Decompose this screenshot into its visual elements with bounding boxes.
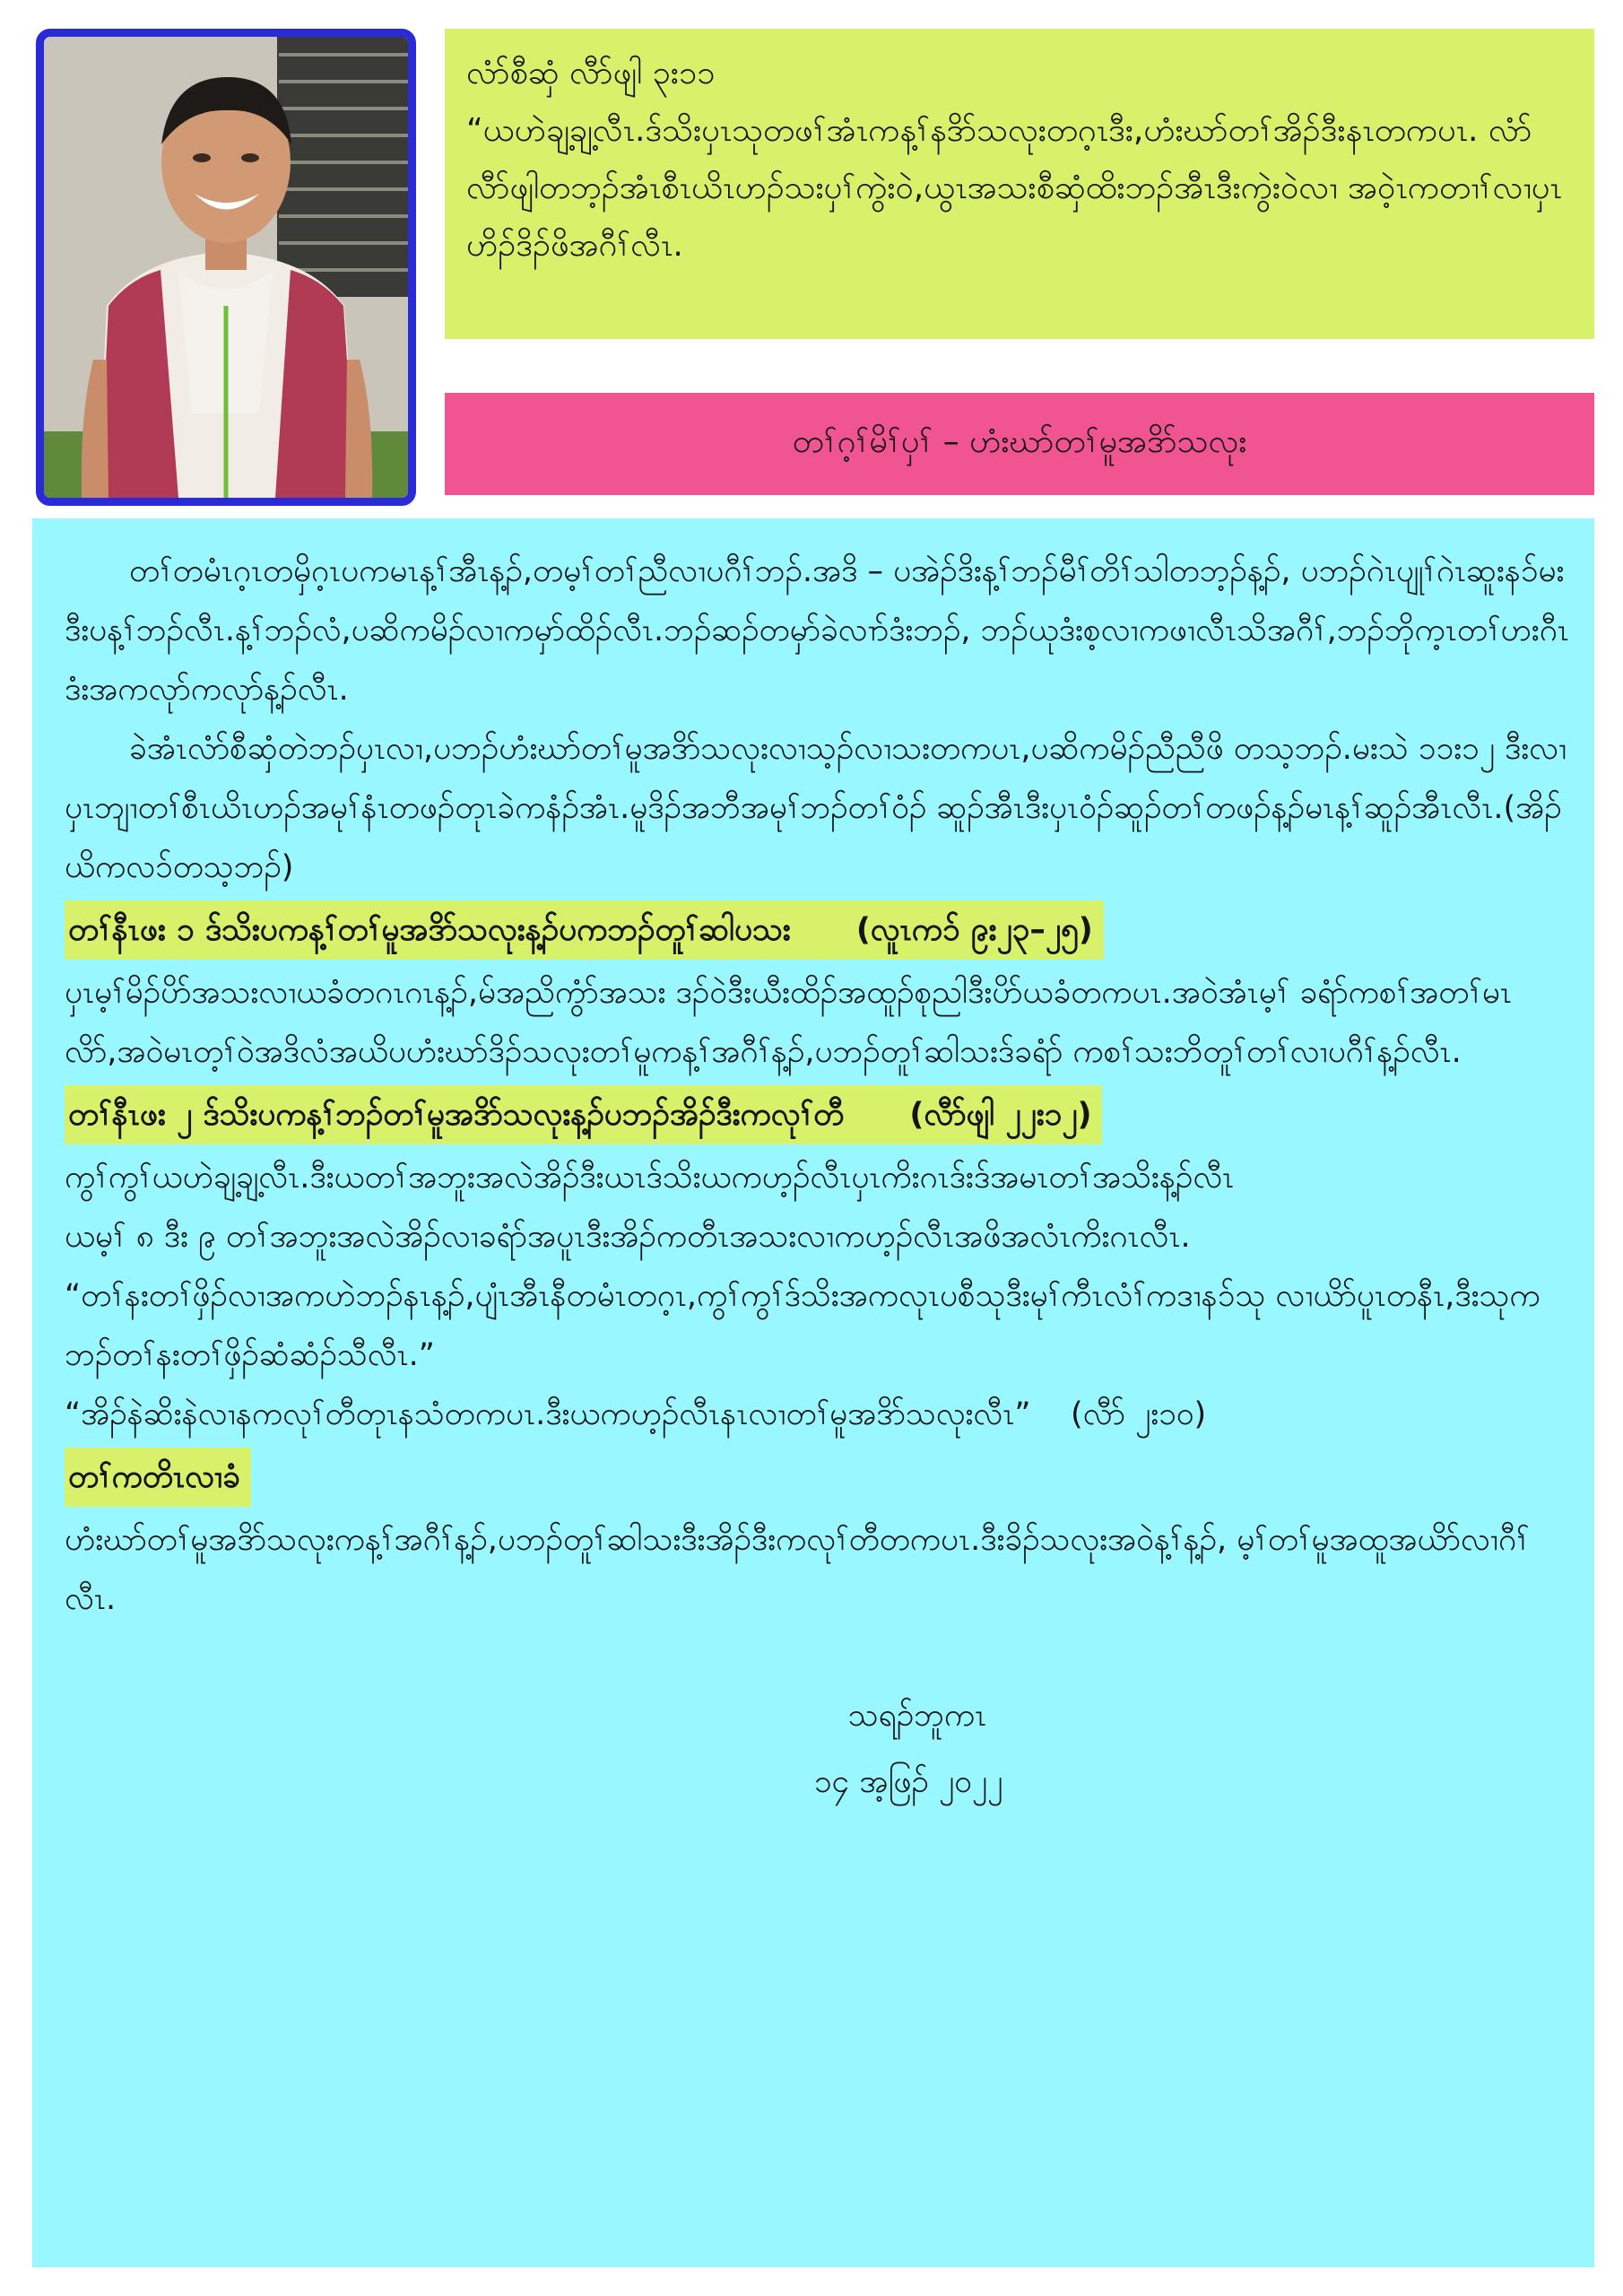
section-2-quote-1: “တၢ်နးတၢ်ဖှိၣ်လၢအကဟဲဘၣ်နၤန့ၣ်,ပျံၤအီၤနီတမံၤတဂ့ၤ,ကွၢ်ကွၢ်ဒ်သိးအကလုၤပစီသုဒီးမုၢ်ကီၤလံၢ်ကဒၢနၥ်သု လၢယိာ်ပူၤတနီၤ,ဒီးသုကဘၣ်တၢ်နးတၢ်ဖှိၣ်ဆံဆံၣ်သီလီၤ.”: [65, 1278, 1541, 1373]
section-1-paragraph: ပှၤမ့ၢ်မိၣ်ပိာ်အသးလၢယခံတဂၤဂၤန့ၣ်,မ်အညိကွံာ်အသး ဒၣ်ဝဲဒီးယီးထိၣ်အထူၣ်စုညါဒီးပိာ်ယခံတကပၤ.အဝဲအံၤမ့ၢ် ခရံာ်ကစၢ်အတၢ်မၤလိာ်,အဝဲမၤတ့ၢ်ဝဲအဒိလံအယိပဟံးဃာ်ဒိၣ်သလုးတၢ်မူကန့ၢ်အဂီၢ်န့ၣ်,ပဘၣ်တူၢ်ဆါသးဒ်ခရံာ် ကစၢ်သးဘိတူၢ်တၢ်လၢပဂီၢ်န့ၣ်လီၤ.: [65, 975, 1513, 1070]
sermon-body: [32, 518, 1594, 2267]
section-1-ref: (လူၤကၥ် ၉း၂၃–၂၅): [855, 912, 1093, 948]
sermon-title: [445, 393, 1594, 495]
section-1-title: တၢ်နီၤဖး ၁ ဒ်သိးပကန့ၢ်တၢ်မူအဒိာ်သလုးန့ၣ်ပကဘၣ်တူၢ်ဆါပသး: [68, 912, 791, 948]
signature-name: သရၣ်ဘူကၤ: [847, 1698, 987, 1734]
scripture-box: [445, 29, 1594, 339]
section-2-ref: (လီာ်ဖျါ ၂၂း၁၂): [909, 1097, 1092, 1133]
sermon-title-text: တၢ်ဂ့ၢ်မိၢ်ပှၢ် – ဟံးဃာ်တၢ်မူအဒိာ်သလုး: [792, 423, 1247, 460]
paragraph-context: ခဲအံၤလံာ်စီဆှံတဲဘၣ်ပှၤလၢ,ပဘၣ်ဟံးဃာ်တၢ်မူအဒိာ်သလုးလၢသ့ၣ်လၢသးတကပၤ,ပဆိကမိၣ်ညီညီဖိ တသ့ဘၣ်.မးသဲ ၁၁း၁၂ ဒီးလၢပှၤဘျၢတၢ်စီၤယိၤဟၣ်အမုၢ်နံၤတဖၣ်တုၤခဲကနံၣ်အံၤ.မူဒိၣ်အဘီအမုၢ်ဘၣ်တၢ်ဝံၣ် ဆူၣ်အီၤဒီးပှၤဝံၣ်ဆူၣ်တၢ်တဖၣ်န့ၣ်မၤန့ၢ်ဆူၣ်အီၤလီၤ.(အိၣ်ယိကလၥ်တသ့ဘၣ်): [65, 731, 1567, 885]
conclusion-paragraph: ဟံးဃာ်တၢ်မူအဒိာ်သလုးကန့ၢ်အဂီၢ်န့ၣ်,ပဘၣ်တူၢ်ဆါသးဒီးအိၣ်ဒီးကလုၢ်တီတကပၤ.ဒီးခိၣ်သလုးအဝဲန့ၢ်န့ၣ်, မ့ၢ်တၢ်မူအထူအယိာ်လၢဂီၢ်လီၤ.: [65, 1522, 1530, 1617]
section-2-title: တၢ်နီၤဖး ၂ ဒ်သိးပကန့ၢ်ဘၣ်တၢ်မူအဒိာ်သလုးန့ၣ်ပဘၣ်အိၣ်ဒီးကလုၢ်တီ: [68, 1097, 845, 1133]
paragraph-intro: တၢ်တမံၤဂ့ၤတမှိဂ့ၤပကမၤန့ၢ်အီၤန့ၣ်,တမ့ၢ်တၢ်ညီလၢပဂီၢ်ဘၣ်.အဒိ – ပအဲၣ်ဒိးန့ၢ်ဘၣ်မီၢ်တိၢ်သါတဘ့ၣ်န့ၣ်, ပဘၣ်ဂဲၤပျုၢ်ဂဲၤဆူးနၥ်မးဒီးပန့ၢ်ဘၣ်လီၤ.န့ၢ်ဘၣ်လံ,ပဆိကမိၣ်လၢကမှာ်ထိၣ်လီၤ.ဘၣ်ဆၣ်တမှာ်ခဲလၢာ်ဒံးဘၣ်, ဘၣ်ယုဒံးစ့လၢကဖၢလီၤသိအဂီၢ်,ဘၣ်ဘိုက့ၤတၢ်ဟးဂီၤဒံးအကလုာ်ကလုာ်န့ၣ်လီၤ.: [65, 553, 1569, 708]
section-2-heading-row: [65, 1082, 1573, 1148]
section-1-heading: [65, 900, 1104, 960]
section-2-quote-2-ref: (လီာ် ၂း၁၀): [1071, 1396, 1207, 1432]
conclusion-heading: တၢ်ကတိၤလၢခံ: [65, 1448, 251, 1507]
scripture-quote: “ယဟဲချ့ချ့လီၤ.ဒ်သိးပှၤသုတဖၢ်အံၤကန့ၢ်နဒိာ်သလုးတဂ့ၤဒီး,ဟံးဃာ်တၢ်အိၣ်ဒီးနၤတကပၤ. လံာ်လီာ်ဖျါတဘ့ၣ်အံၤစီၤယိၤဟၣ်သးပှၢ်ကွဲးဝဲ,ယွၤအသးစီဆှံထိးဘၣ်အီၤဒီးကွဲးဝဲလၢ အဝဲ့ၤကတၢၢ်လၢပှၤဟိၣ်ဒိၣ်ဖိအဂီၢ်လီၤ.: [466, 112, 1562, 264]
section-2-quote-2-text: “အိၣ်နဲဆိးနဲလၢနကလုၢ်တီတုၤနသံတကပၤ.ဒီးယကဟ့ၣ်လီၤနၤလၢတၢ်မူအဒိာ်သလုးလီၤ”: [65, 1396, 1031, 1432]
portrait-image: [44, 37, 408, 498]
section-2-line-2: ယမ့ၢ် ၈ ဒီး ၉ တၢ်အဘူးအလဲအိၣ်လၢခရံာ်အပူၤဒီးအိၣ်ကတီၤအသးလၢကဟ့ၣ်လီၤအဖိအလံၤကိးဂၤလီၤ.: [65, 1219, 1191, 1255]
signature-date: ၁၄ အ့ဖြၣ် ၂၀၂၂: [813, 1764, 1003, 1800]
section-1-heading-row: [65, 897, 1573, 963]
conclusion-heading-row: [65, 1444, 1573, 1510]
section-2-heading: [65, 1085, 1102, 1144]
scripture-reference: လံာ်စီဆှံ လီာ်ဖျါ ၃း၁၁: [466, 55, 716, 91]
section-2-quote-2: [65, 1385, 1573, 1444]
author-photo: [36, 29, 416, 506]
section-2-line-1: ကွၢ်ကွၢ်ယဟဲချ့ချ့လီၤ.ဒီးယတၢ်အဘူးအလဲအိၣ်ဒီးယၤဒ်သိးယကဟ့ၣ်လီၤပှၤကိးဂၤဒ်းဒ်အမၤတၢ်အသိးန့ၣ်လီၤ: [65, 1160, 1235, 1196]
